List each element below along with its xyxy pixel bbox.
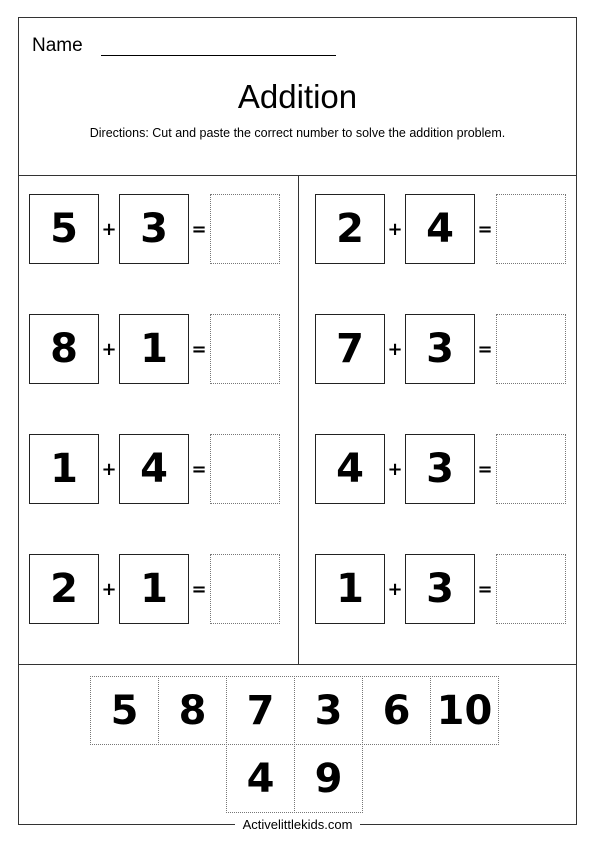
plus-sign: + bbox=[101, 218, 117, 240]
answer-tile[interactable]: 5 bbox=[90, 676, 159, 745]
addend-box: 4 bbox=[119, 434, 189, 504]
addend-box: 1 bbox=[29, 434, 99, 504]
answer-tile[interactable]: 6 bbox=[362, 676, 431, 745]
addend-box: 4 bbox=[315, 434, 385, 504]
addend-box: 3 bbox=[405, 434, 475, 504]
answer-box[interactable] bbox=[496, 434, 566, 504]
equals-sign: = bbox=[477, 338, 493, 360]
equals-sign: = bbox=[477, 218, 493, 240]
footer bbox=[0, 817, 595, 832]
footer-site-link[interactable]: Activelittlekids.com bbox=[235, 817, 361, 832]
answer-tile[interactable]: 8 bbox=[158, 676, 227, 745]
equals-sign: = bbox=[191, 458, 207, 480]
name-line[interactable] bbox=[101, 55, 336, 56]
directions-text: Directions: Cut and paste the correct number to solve the addition problem. bbox=[89, 126, 506, 140]
page-title: Addition bbox=[237, 78, 358, 115]
column-divider bbox=[298, 175, 299, 665]
addend-box: 4 bbox=[405, 194, 475, 264]
equals-sign: = bbox=[477, 578, 493, 600]
answer-tile[interactable]: 10 bbox=[430, 676, 499, 745]
addend-box: 2 bbox=[315, 194, 385, 264]
addend-box: 1 bbox=[119, 554, 189, 624]
addend-box: 8 bbox=[29, 314, 99, 384]
name-label: Name bbox=[32, 35, 83, 56]
plus-sign: + bbox=[387, 338, 403, 360]
answer-box[interactable] bbox=[210, 434, 280, 504]
addend-box: 1 bbox=[119, 314, 189, 384]
answer-box[interactable] bbox=[496, 314, 566, 384]
plus-sign: + bbox=[387, 218, 403, 240]
plus-sign: + bbox=[101, 578, 117, 600]
equals-sign: = bbox=[191, 578, 207, 600]
worksheet-header bbox=[19, 18, 576, 176]
plus-sign: + bbox=[101, 458, 117, 480]
answer-box[interactable] bbox=[496, 554, 566, 624]
answer-tile[interactable]: 4 bbox=[226, 744, 295, 813]
section-divider bbox=[19, 664, 576, 665]
answer-tile[interactable]: 3 bbox=[294, 676, 363, 745]
addend-box: 7 bbox=[315, 314, 385, 384]
equals-sign: = bbox=[191, 338, 207, 360]
answer-box[interactable] bbox=[210, 314, 280, 384]
addend-box: 3 bbox=[405, 554, 475, 624]
equals-sign: = bbox=[191, 218, 207, 240]
addend-box: 3 bbox=[119, 194, 189, 264]
plus-sign: + bbox=[387, 578, 403, 600]
answer-tile[interactable]: 7 bbox=[226, 676, 295, 745]
addend-box: 1 bbox=[315, 554, 385, 624]
answer-box[interactable] bbox=[210, 194, 280, 264]
equals-sign: = bbox=[477, 458, 493, 480]
answer-tile[interactable]: 9 bbox=[294, 744, 363, 813]
addend-box: 2 bbox=[29, 554, 99, 624]
plus-sign: + bbox=[387, 458, 403, 480]
addend-box: 3 bbox=[405, 314, 475, 384]
addend-box: 5 bbox=[29, 194, 99, 264]
answer-box[interactable] bbox=[210, 554, 280, 624]
plus-sign: + bbox=[101, 338, 117, 360]
answer-box[interactable] bbox=[496, 194, 566, 264]
